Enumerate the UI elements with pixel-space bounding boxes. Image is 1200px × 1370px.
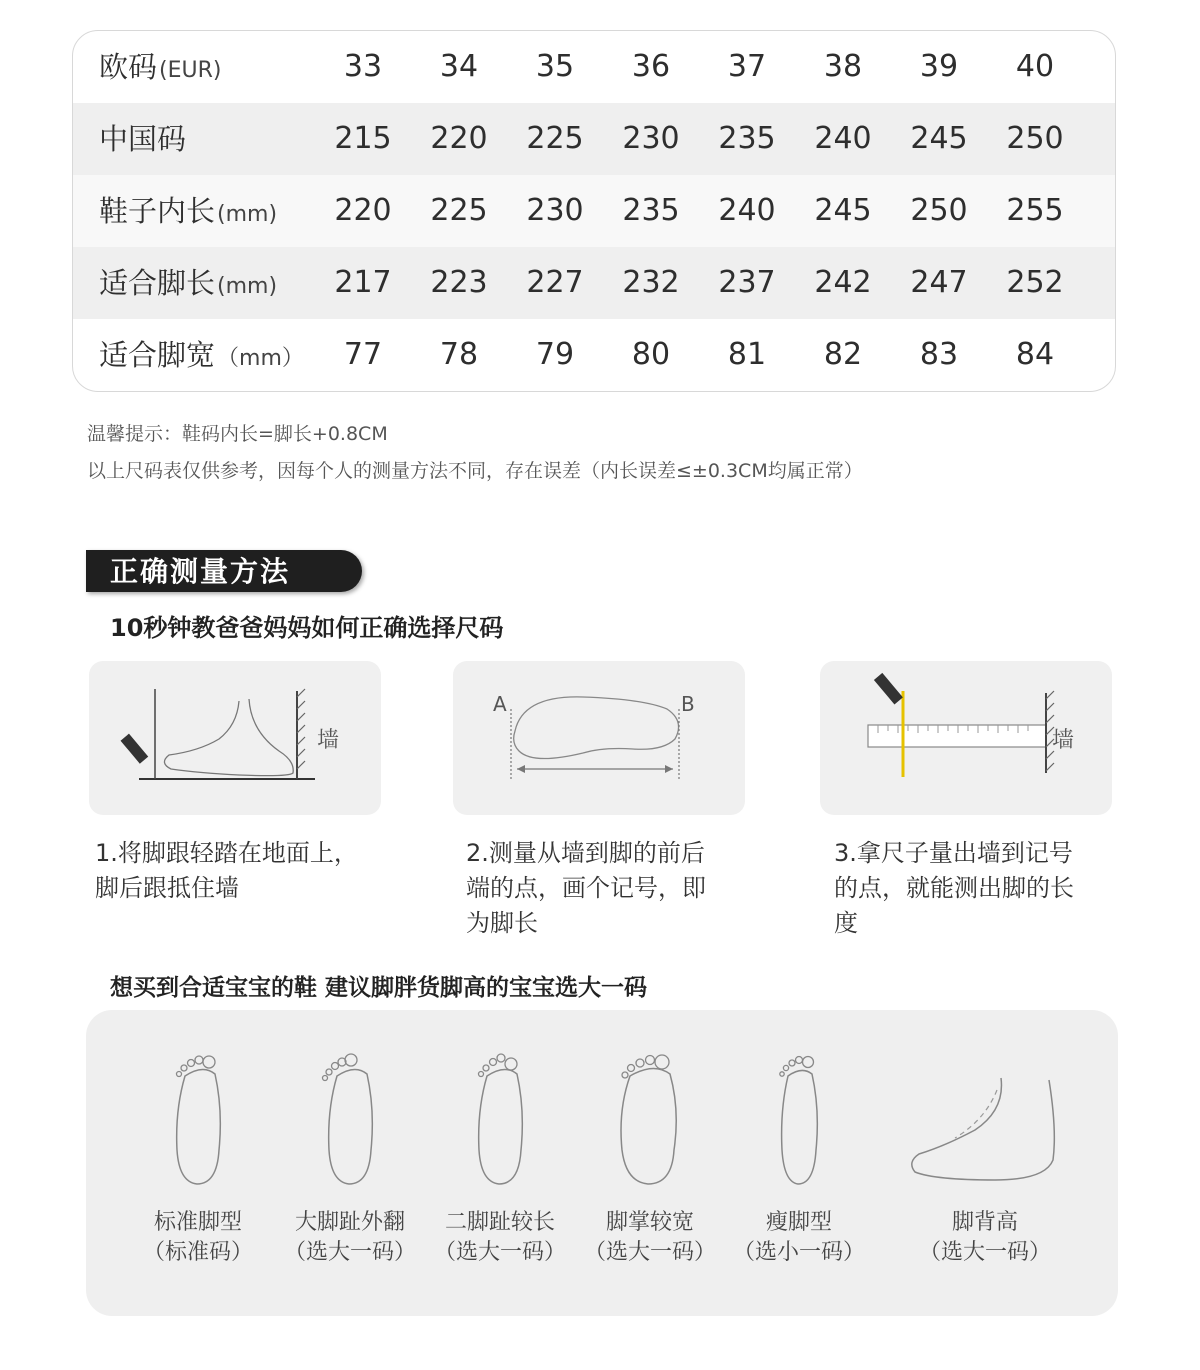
foot-type-advice: （选大一码） <box>918 1240 1051 1265</box>
table-cell: 240 <box>814 121 872 156</box>
high-instep-foot-icon <box>905 1050 1065 1190</box>
size-chart-table <box>72 30 1116 392</box>
table-cell: 230 <box>526 193 584 228</box>
step-1-text: 1.将脚跟轻踏在地面上， 脚后跟抵住墙 <box>95 839 358 902</box>
foot-type-heading: 想买到合适宝宝的鞋 建议脚胖货脚高的宝宝选大一码 <box>110 975 648 1001</box>
table-cell: 220 <box>334 193 392 228</box>
foot-type-name: 瘦脚型 <box>765 1210 832 1235</box>
table-cell: 38 <box>823 49 863 84</box>
row-label: 适合脚长(mm) <box>99 266 278 300</box>
table-cell: 242 <box>814 265 872 300</box>
table-cell: 34 <box>439 49 479 84</box>
tip-note: 温馨提示：鞋码内长=脚长+0.8CM <box>87 423 388 445</box>
table-cell: 33 <box>343 49 383 84</box>
table-cell: 223 <box>430 265 488 300</box>
table-cell: 250 <box>910 193 968 228</box>
table-cell: 230 <box>622 121 680 156</box>
table-cell: 247 <box>910 265 968 300</box>
table-cell: 227 <box>526 265 584 300</box>
foot-against-wall-icon <box>89 661 381 815</box>
table-cell: 80 <box>631 337 671 372</box>
bunion-foot-icon <box>315 1050 385 1190</box>
foot-type-advice: （选大一码） <box>283 1240 416 1265</box>
row-label: 欧码(EUR) <box>99 50 222 84</box>
table-cell: 78 <box>439 337 479 372</box>
foot-type-standard <box>123 1050 273 1268</box>
foot-type-advice: （选小一码） <box>732 1240 865 1265</box>
table-cell: 217 <box>334 265 392 300</box>
table-cell: 245 <box>814 193 872 228</box>
table-cell: 225 <box>526 121 584 156</box>
foot-type-name: 脚背高 <box>951 1210 1018 1235</box>
table-cell: 220 <box>430 121 488 156</box>
step-1-illustration <box>89 661 381 815</box>
table-cell: 245 <box>910 121 968 156</box>
section-title-tab <box>86 550 362 592</box>
method-subtitle: 10秒钟教爸爸妈妈如何正确选择尺码 <box>110 614 504 642</box>
table-row-inner-length <box>73 175 1115 247</box>
step-2-text: 2.测量从墙到脚的前后 端的点，画个记号，即 为脚长 <box>466 839 706 937</box>
long-second-toe-foot-icon <box>465 1050 535 1190</box>
foot-type-name: 标准脚型 <box>153 1210 242 1235</box>
table-cell: 36 <box>631 49 671 84</box>
table-cell: 232 <box>622 265 680 300</box>
table-cell: 240 <box>718 193 776 228</box>
foot-type-advice: （标准码） <box>142 1240 253 1265</box>
table-row-foot-width <box>73 319 1115 391</box>
table-cell: 77 <box>343 337 383 372</box>
table-cell: 40 <box>1015 49 1055 84</box>
table-cell: 39 <box>919 49 959 84</box>
table-cell: 81 <box>727 337 767 372</box>
footprint-measure-icon <box>453 661 745 815</box>
table-cell: 250 <box>1006 121 1064 156</box>
table-cell: 84 <box>1015 337 1055 372</box>
row-label: 鞋子内长(mm) <box>99 194 278 228</box>
row-label: 中国码 <box>99 122 187 156</box>
point-a-label: A <box>493 692 507 716</box>
table-cell: 252 <box>1006 265 1064 300</box>
table-cell: 235 <box>622 193 680 228</box>
row-label: 适合脚宽（mm） <box>99 338 304 372</box>
foot-type-long-second-toe <box>425 1050 575 1268</box>
step-2-illustration <box>453 661 745 815</box>
foot-type-slim <box>724 1050 874 1268</box>
table-cell: 225 <box>430 193 488 228</box>
foot-type-advice: （选大一码） <box>433 1240 566 1265</box>
foot-type-wide <box>575 1050 725 1268</box>
foot-type-high-instep <box>895 1050 1075 1268</box>
foot-type-name: 大脚趾外翻 <box>294 1210 405 1235</box>
foot-type-name: 二脚趾较长 <box>444 1210 555 1235</box>
table-row-foot-length <box>73 247 1115 319</box>
wall-label: 墙 <box>1052 728 1075 753</box>
standard-foot-icon <box>163 1050 233 1190</box>
table-cell: 83 <box>919 337 959 372</box>
table-cell: 215 <box>334 121 392 156</box>
table-row-eur <box>73 31 1115 103</box>
table-cell: 255 <box>1006 193 1064 228</box>
foot-type-advice: （选大一码） <box>583 1240 716 1265</box>
table-row-china-size <box>73 103 1115 175</box>
foot-type-bunion <box>275 1050 425 1268</box>
wall-label: 墙 <box>317 728 340 753</box>
wide-foot-icon <box>610 1050 690 1190</box>
ruler-measure-icon <box>820 661 1112 815</box>
table-cell: 237 <box>718 265 776 300</box>
table-cell: 37 <box>727 49 767 84</box>
step-3-illustration <box>820 661 1112 815</box>
foot-type-name: 脚掌较宽 <box>605 1210 694 1235</box>
table-cell: 79 <box>535 337 575 372</box>
point-b-label: B <box>681 692 695 716</box>
disclaimer-note: 以上尺码表仅供参考，因每个人的测量方法不同，存在误差（内长误差≤±0.3CM均属正常） <box>87 460 863 482</box>
section-title: 正确测量方法 <box>110 555 291 588</box>
step-3-text: 3.拿尺子量出墙到记号 的点，就能测出脚的长 度 <box>834 839 1074 937</box>
table-cell: 82 <box>823 337 863 372</box>
table-cell: 35 <box>535 49 575 84</box>
slim-foot-icon <box>764 1050 834 1190</box>
table-cell: 235 <box>718 121 776 156</box>
